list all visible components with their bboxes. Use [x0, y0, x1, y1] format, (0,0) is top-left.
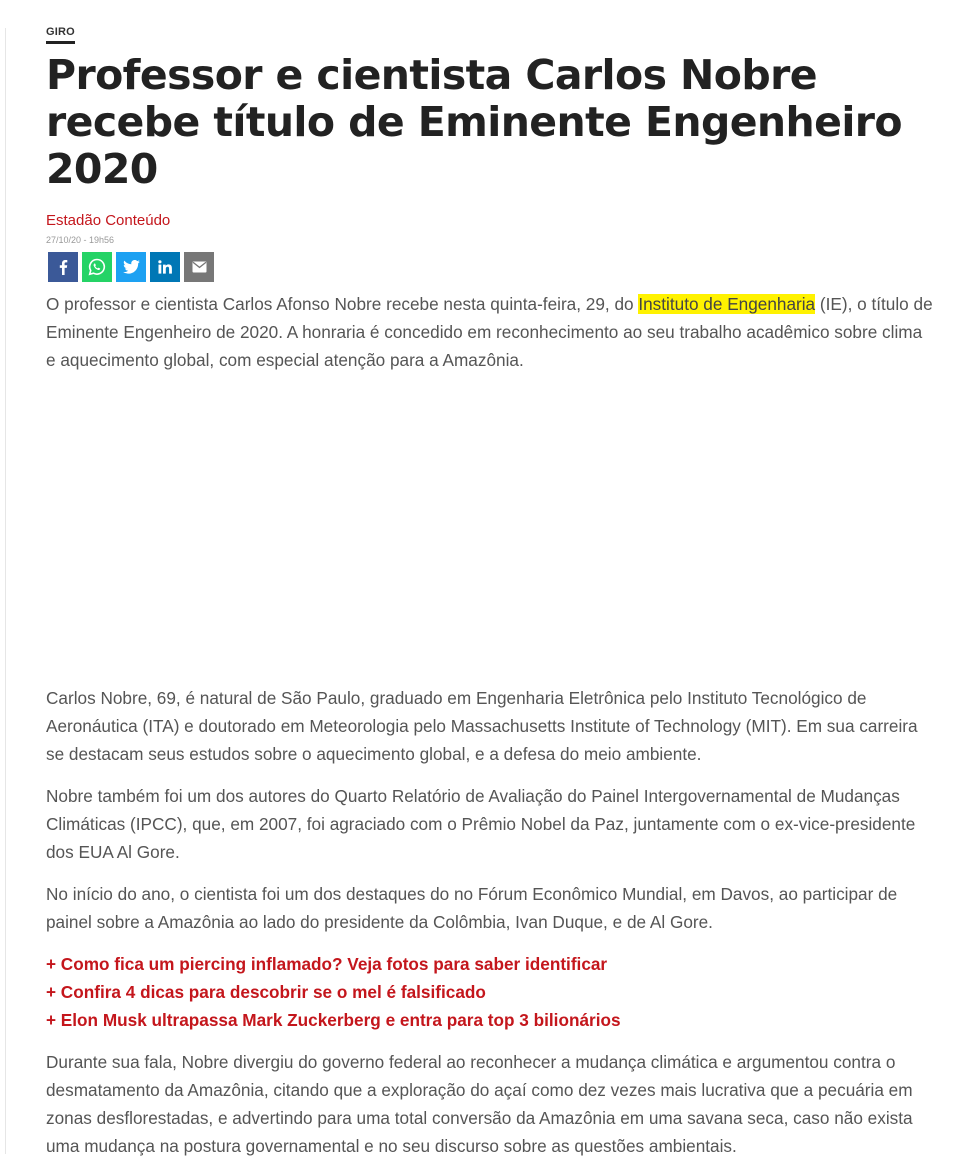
paragraph-biography: Carlos Nobre, 69, é natural de São Paulo, graduado em Engenharia Eletrônica pelo Instituto Tecnológico de Aeronáutica (ITA) e doutorado em Meteorologia pelo Massachusetts Institute of Technology (MIT). Em sua carreira se destacam seus estudos sobre o aquecimento global, e a defesa do meio ambiente.: [46, 688, 918, 764]
paragraph-intro: [46, 290, 934, 374]
publish-datetime: 27/10/20 - 19h56: [46, 235, 115, 245]
share-twitter-button[interactable]: [116, 252, 146, 282]
article-title: Professor e cientista Carlos Nobre recebe título de Eminente Engenheiro 2020: [46, 51, 902, 193]
related-link-1[interactable]: + Como fica um piercing inflamado? Veja fotos para saber identificar: [46, 954, 608, 974]
article: [46, 22, 934, 1160]
whatsapp-icon: [88, 258, 106, 276]
paragraph-speech: Durante sua fala, Nobre divergiu do governo federal ao reconhecer a mudança climática e argumentou contra o desmatamento da Amazônia, citando que a exploração do açaí como dez vezes mais lucrativa que a pecuária em zonas desflorestadas, e advertindo para uma total conversão da Amazônia em uma savana seca, caso não exista uma mudança na postura governamental e no seu discurso sobre as questões ambientais.: [46, 1052, 913, 1156]
related-links: [46, 950, 934, 1034]
share-facebook-button[interactable]: [48, 252, 78, 282]
paragraph-intro-text-start: O professor e cientista Carlos Afonso Nobre recebe nesta quinta-feira, 29, do: [46, 294, 639, 314]
institute-link[interactable]: Instituto de Engenharia: [638, 294, 816, 314]
share-email-button[interactable]: [184, 252, 214, 282]
paragraph-intro-text-end: (IE), o título de Eminente Engenheiro de 2020. A honraria é concedido em reconhecimento ao seu trabalho acadêmico sobre clima e aquecimento global, com especial atenção para a Amazônia.: [46, 294, 933, 370]
related-link-2[interactable]: + Confira 4 dicas para descobrir se o mel é falsificado: [46, 982, 486, 1002]
share-linkedin-button[interactable]: [150, 252, 180, 282]
twitter-icon: [123, 260, 140, 274]
share-whatsapp-button[interactable]: [82, 252, 112, 282]
category-label[interactable]: GIRO: [46, 26, 75, 44]
author-link[interactable]: Estadão Conteúdo: [46, 212, 171, 229]
envelope-icon: [192, 261, 207, 273]
related-link-3[interactable]: + Elon Musk ultrapassa Mark Zuckerberg e entra para top 3 bilionários: [46, 1010, 621, 1030]
ad-placeholder: [46, 374, 934, 684]
facebook-icon: [56, 259, 70, 275]
share-bar: [48, 252, 934, 282]
left-divider: [5, 28, 6, 1154]
paragraph-davos: No início do ano, o cientista foi um dos destaques do no Fórum Econômico Mundial, em Davos, ao participar de painel sobre a Amazônia ao lado do presidente da Colômbia, Ivan Duque, e de Al Gore.: [46, 884, 898, 932]
paragraph-ipcc: Nobre também foi um dos autores do Quarto Relatório de Avaliação do Painel Intergovernamental de Mudanças Climáticas (IPCC), que, em 2007, foi agraciado com o Prêmio Nobel da Paz, juntamente com o ex-vice-presidente dos EUA Al Gore.: [46, 786, 916, 862]
linkedin-icon: [158, 260, 172, 274]
